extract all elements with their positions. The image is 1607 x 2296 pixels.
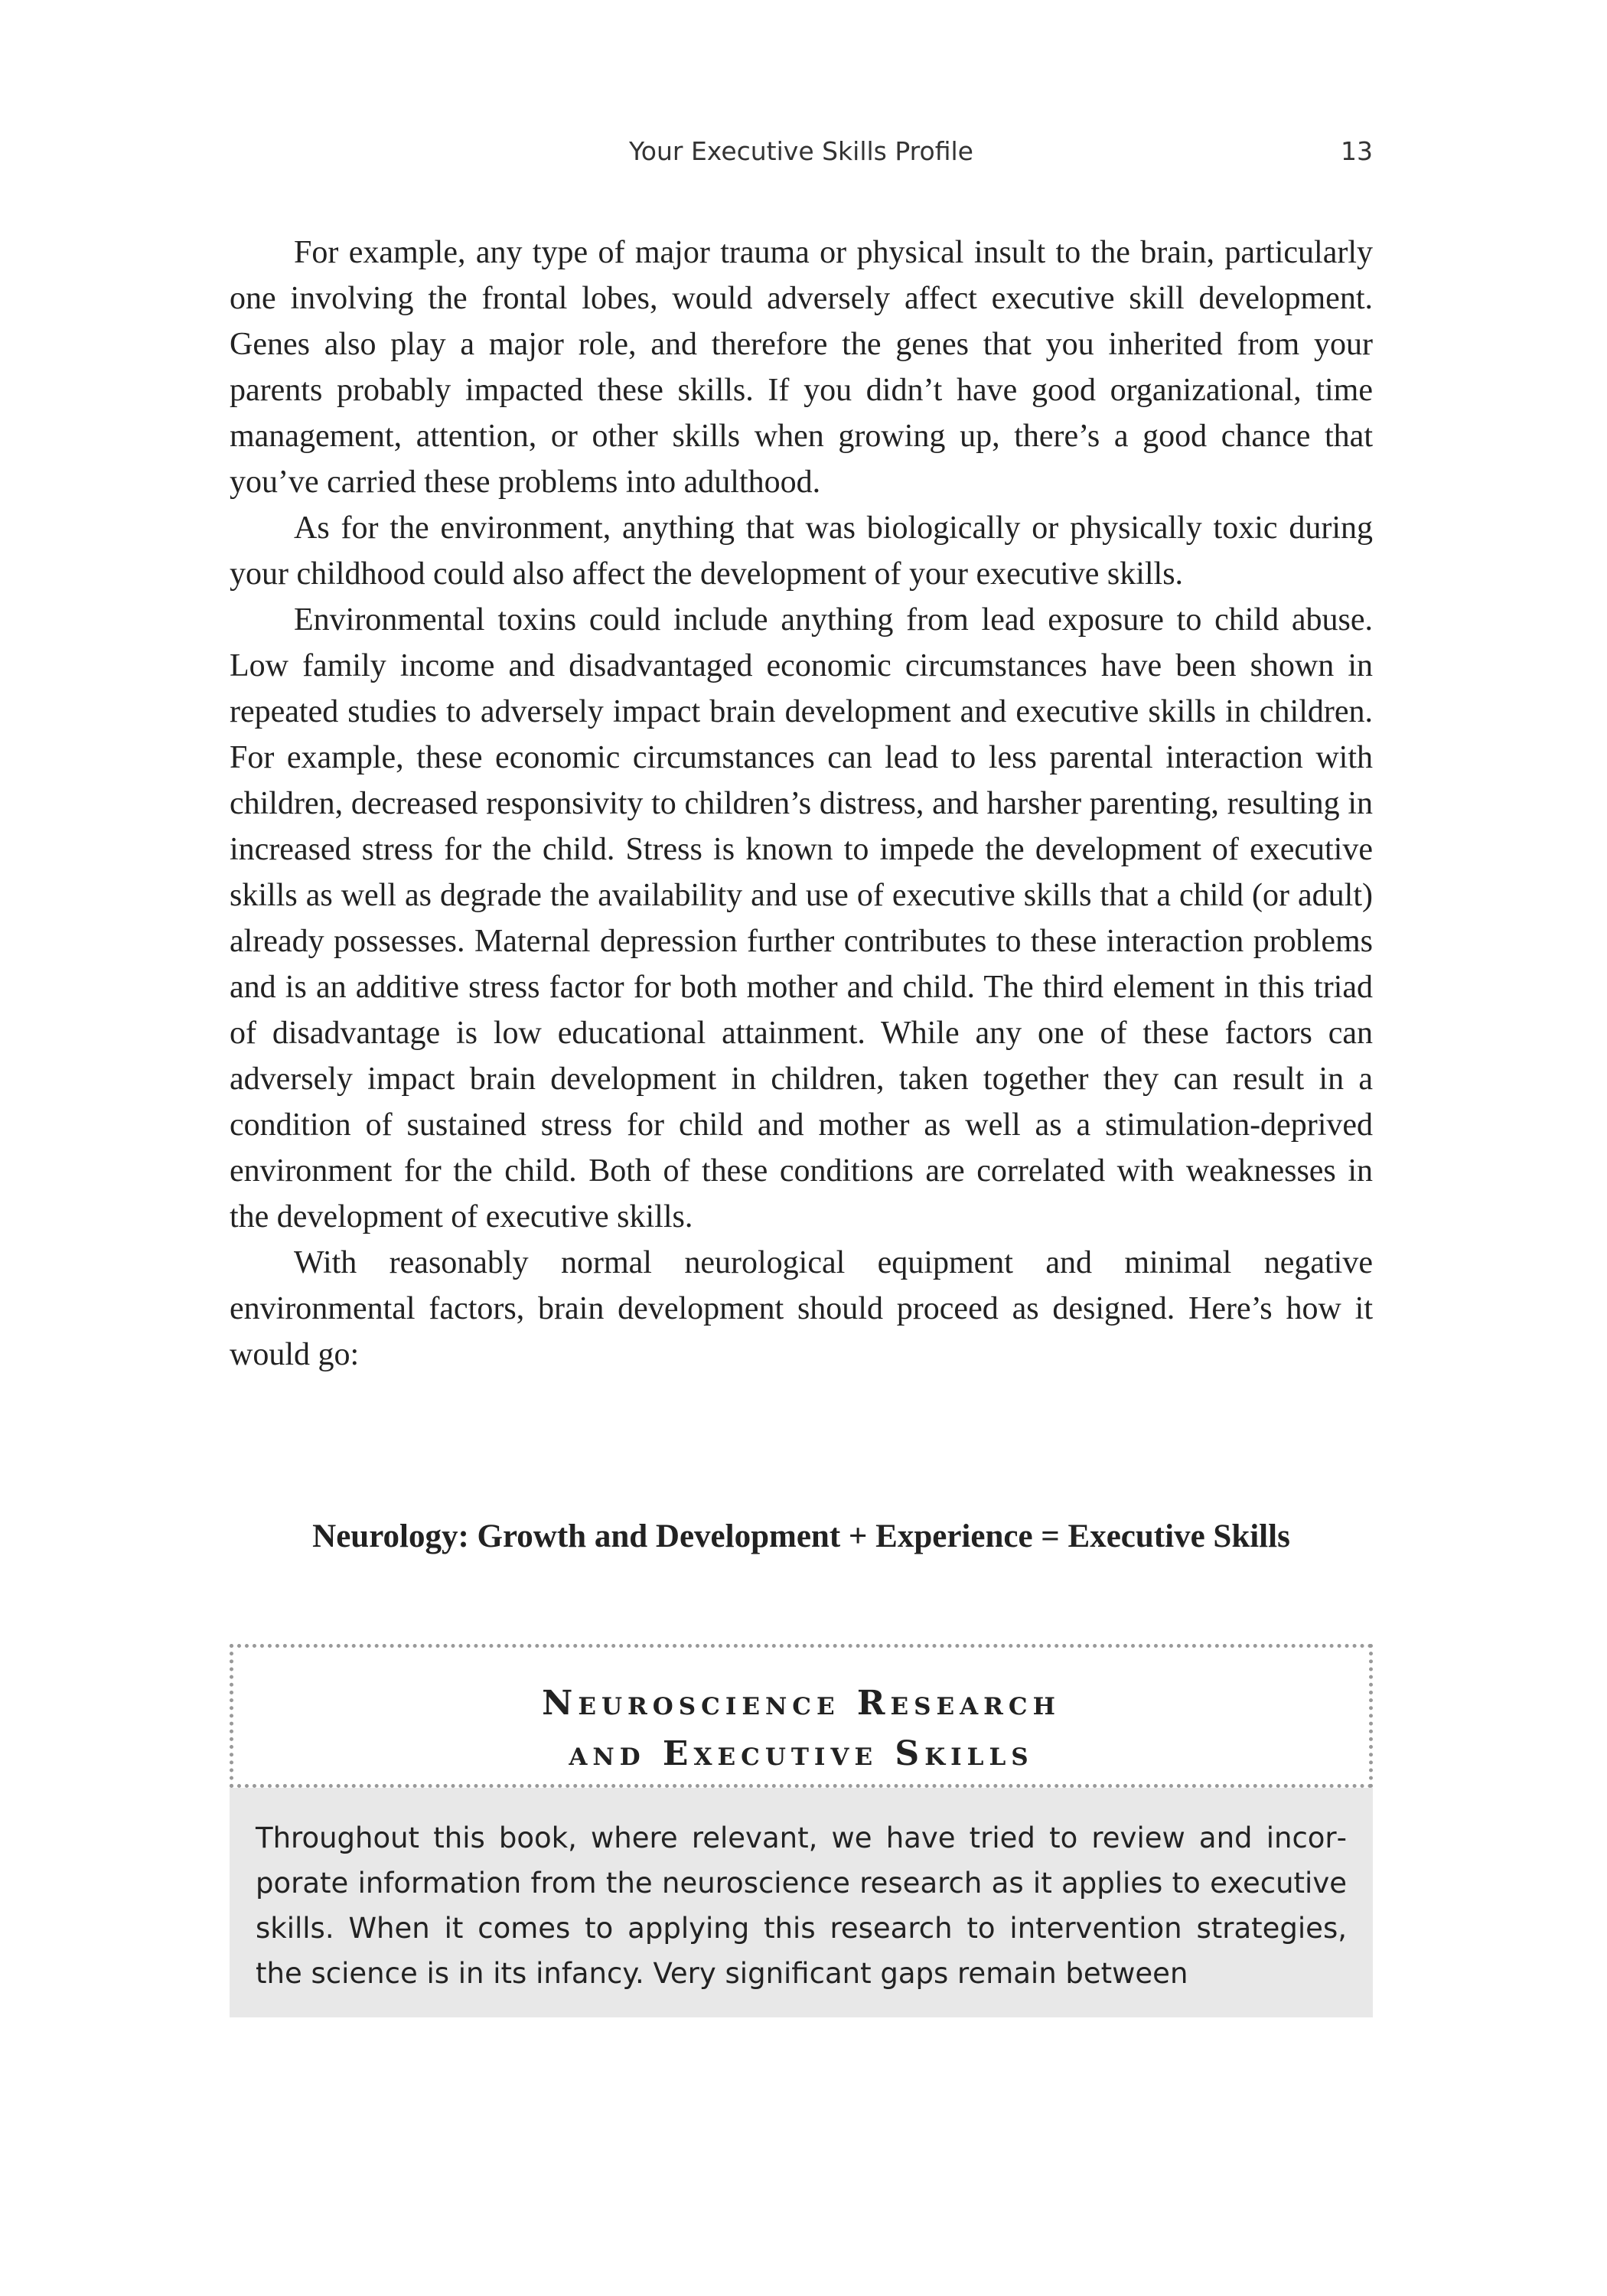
paragraph: For example, any type of major trauma or physical insult to the brain, particularly one involving the frontal lobes, would adversely affect executive skill development. Genes also play a major role, and therefore the genes that you inherited from your parents probably impacted these skills. If you didn’t have good organizational, time management, attention, or other skills when growing up, there’s a good chance that you’ve carried these problems into adulthood. — [230, 235, 1373, 500]
paragraph: As for the environment, anything that was biologically or physically toxic during your childhood could also affect the development of your executive skills. — [230, 510, 1373, 592]
sidebar-title-line: Neuroscience Research — [542, 1684, 1061, 1723]
sidebar-title-line: and Executive Skills — [569, 1734, 1034, 1773]
page-number: 13 — [1341, 136, 1373, 166]
sidebar-header — [230, 1644, 1373, 1788]
sidebar-title — [233, 1678, 1369, 1779]
running-head — [230, 136, 1373, 174]
running-head-title: Your Executive Skills Profile — [629, 136, 973, 166]
body-text — [230, 230, 1373, 1378]
sidebar-body — [230, 1788, 1373, 2017]
paragraph: Environmental toxins could include anything from lead exposure to child abuse. Low family income and disadvantaged economic circumstances have been shown in repeated studies to adversely impact brain development and executive skills in children. For example, these economic circumstances can lead to less parental interaction with children, decreased responsivity to children’s distress, and harsher parenting, resulting in increased stress for the child. Stress is known to impede the development of executive skills as well as degrade the availability and use of executive skills that a child (or adult) already possesses. Maternal depression further contributes to these interaction problems and is an additive stress factor for both mother and child. The third element in this triad of disadvantage is low educational attainment. While any one of these factors can adversely impact brain development in children, taken together they can result in a condition of sustained stress for child and mother as well as a stimulation-deprived environment for the child. Both of these conditions are correlated with weaknesses in the development of executive skills. — [230, 602, 1373, 1234]
sidebar-paragraph: Throughout this book, where relevant, we have tried to review and incorporate information from the neuroscience research as it applies to executive skills. When it comes to applying this research to intervention strategies, the science is in its infancy. Very significant gaps remain between — [256, 1821, 1347, 1990]
sidebar-box — [230, 1644, 1373, 2017]
equation: Neurology: Growth and Development + Experience = Executive Skills — [312, 1518, 1290, 1554]
paragraph: With reasonably normal neurological equipment and minimal negative environmental factors, brain development should proceed as designed. Here’s how it would go: — [230, 1245, 1373, 1372]
